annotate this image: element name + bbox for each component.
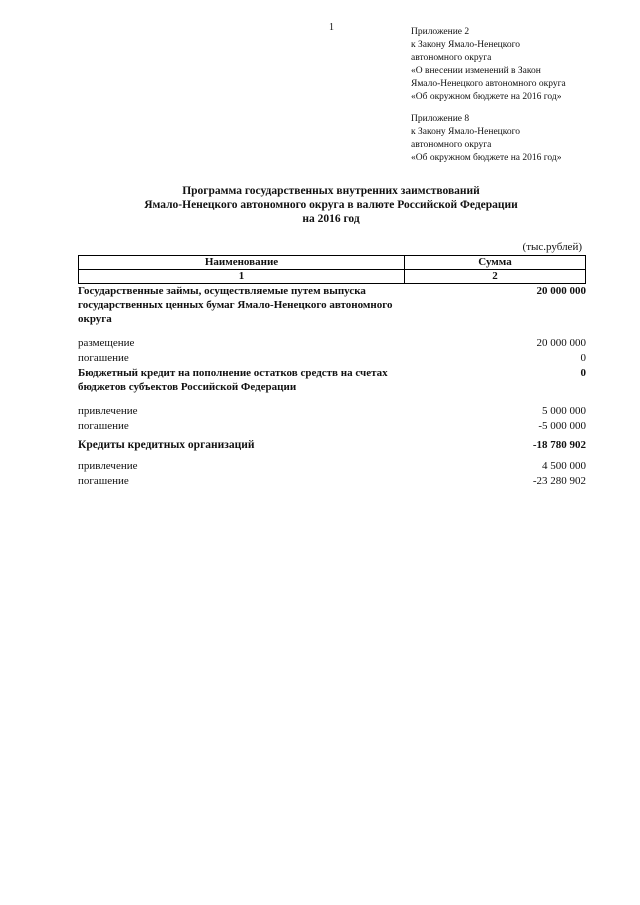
units-label: (тыс.рублей) <box>522 241 582 253</box>
appendix-2-line: к Закону Ямало-Ненецкого <box>411 40 521 50</box>
column-number-1: 1 <box>79 270 405 284</box>
row-value: -5 000 000 <box>538 420 586 432</box>
appendix-2-line: автономного округа <box>411 53 492 63</box>
header-name-column: Наименование <box>79 256 405 270</box>
column-number-2: 2 <box>405 270 586 284</box>
row-name: привлечение <box>78 460 138 472</box>
row-value: 5 000 000 <box>542 405 586 417</box>
table-row <box>78 351 586 366</box>
header-row <box>79 256 586 270</box>
appendix-8-line: «Об окружном бюджете на 2016 год» <box>411 153 562 163</box>
table-body <box>78 284 586 489</box>
table-row-budget-credit <box>78 366 586 402</box>
row-name: Бюджетный кредит на пополнение остатков средств на счетах бюджетов субъектов Российской Федерации <box>78 367 388 393</box>
appendix-2-line: «Об окружном бюджете на 2016 год» <box>411 92 562 102</box>
table-header <box>78 255 586 284</box>
row-value: 4 500 000 <box>542 460 586 472</box>
row-value: 20 000 000 <box>536 285 586 297</box>
table-row <box>78 474 586 489</box>
row-value: -23 280 902 <box>532 475 586 487</box>
table-row <box>78 419 586 434</box>
column-number-row <box>79 270 586 284</box>
table-row-state-loans <box>78 284 586 328</box>
appendix-8-header <box>411 113 562 165</box>
table-row-bank-credits <box>78 438 586 453</box>
table-row <box>78 459 586 474</box>
row-value: -18 780 902 <box>532 439 586 451</box>
header-sum-column: Сумма <box>405 256 586 270</box>
row-value: 0 <box>580 352 586 364</box>
row-name: привлечение <box>78 405 138 417</box>
appendix-8-line: к Закону Ямало-Ненецкого <box>411 127 521 137</box>
table-row <box>78 404 586 419</box>
row-value: 20 000 000 <box>536 337 586 349</box>
row-name: погашение <box>78 475 129 487</box>
appendix-2-header <box>411 26 566 104</box>
title-line: Ямало-Ненецкого автономного округа в валюте Российской Федерации <box>144 199 518 211</box>
row-name: погашение <box>78 420 129 432</box>
row-name: Государственные займы, осуществляемые путем выпуска государственных ценных бумаг Ямало-Ненецкого автономного округа <box>78 285 393 325</box>
appendix-8-line: Приложение 8 <box>411 114 470 124</box>
title-line: на 2016 год <box>302 213 360 225</box>
row-name: погашение <box>78 352 129 364</box>
row-value: 0 <box>580 367 586 379</box>
row-name: Кредиты кредитных организаций <box>78 439 255 451</box>
table-row <box>78 336 586 351</box>
page-number: 1 <box>329 22 334 33</box>
title-line: Программа государственных внутренних заимствований <box>182 185 480 197</box>
appendix-2-line: Приложение 2 <box>411 27 470 37</box>
document-title <box>78 184 584 226</box>
row-name: размещение <box>78 337 135 349</box>
appendix-2-line: Ямало-Ненецкого автономного округа <box>411 79 566 89</box>
appendix-8-line: автономного округа <box>411 140 492 150</box>
appendix-2-line: «О внесении изменений в Закон <box>411 66 541 76</box>
